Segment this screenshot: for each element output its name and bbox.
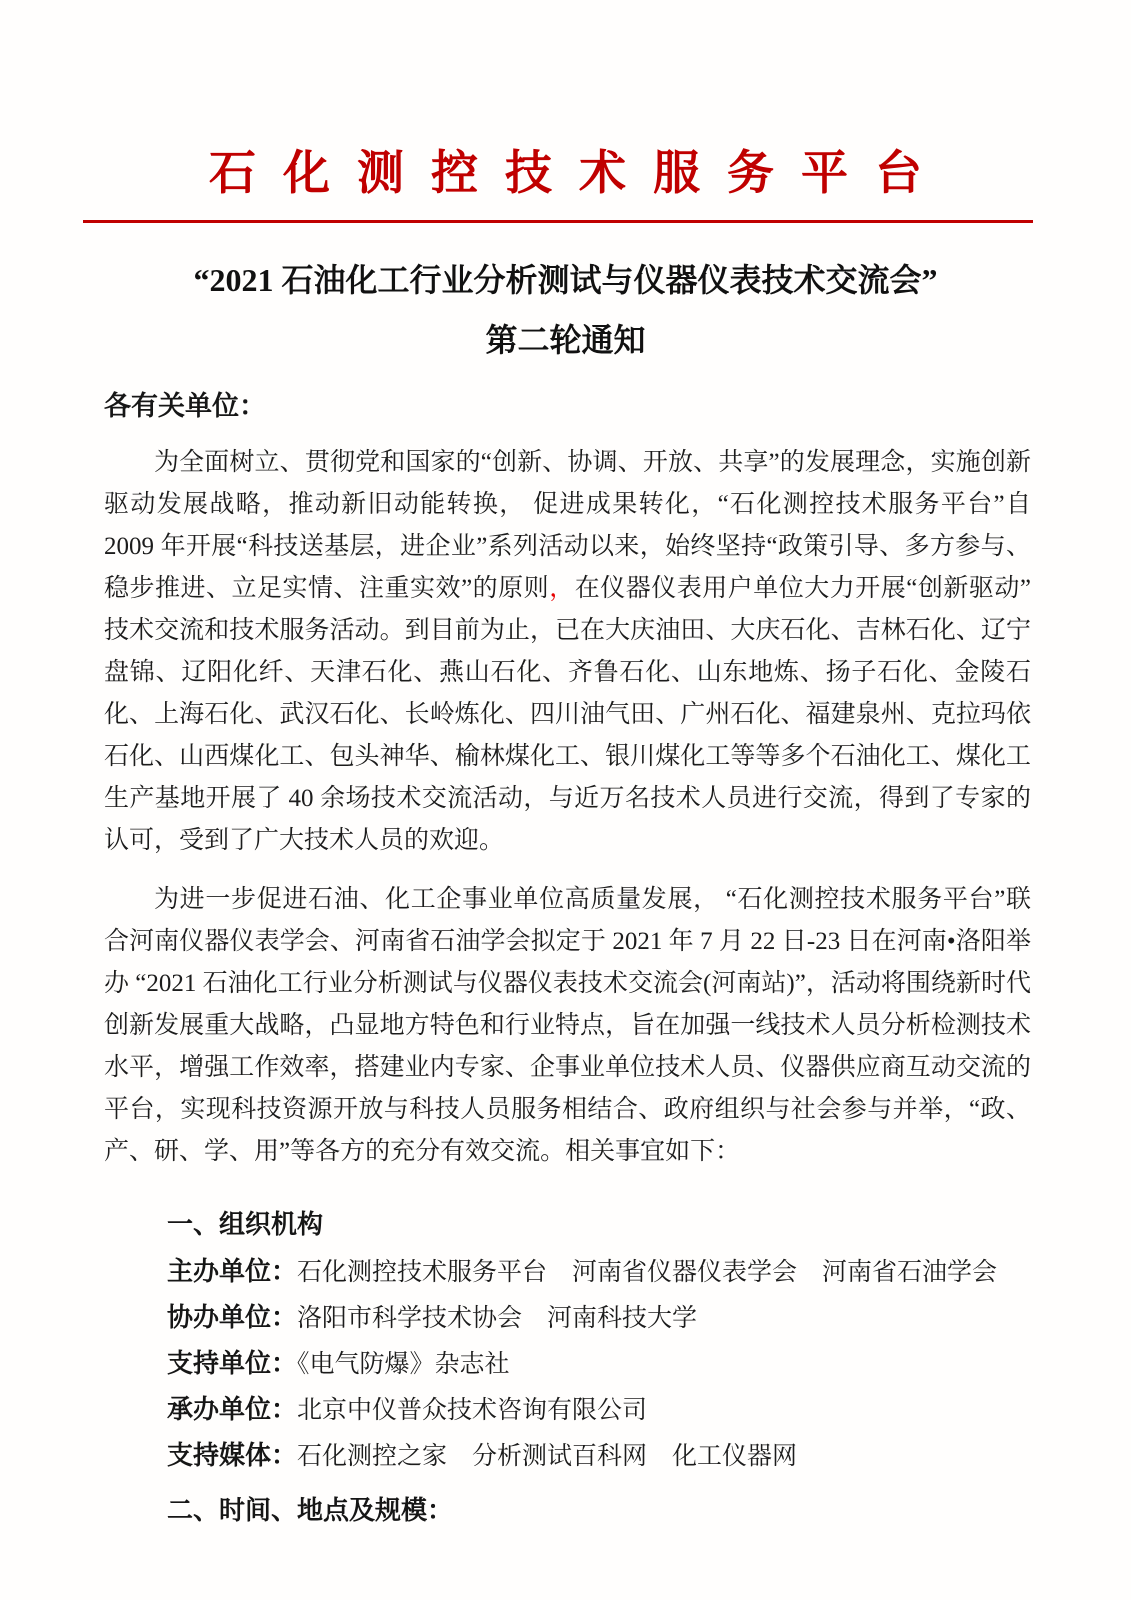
undertaking-unit-label: 承办单位：	[167, 1394, 298, 1425]
paragraph-1-red-comma: ，	[549, 575, 575, 603]
organization-section	[104, 1209, 1031, 1525]
list-item-host	[167, 1249, 1031, 1295]
paragraph-1-text-b: 在仪器仪表用户单位大力开展“创新驱动”技术交流和技术服务活动。到目前为止，已在大庆油田、大庆石化、吉林石化、辽宁盘锦、辽阳化纤、天津石化、燕山石化、齐鲁石化、山东地炼、扬子石化、金陵石化、上海石化、武汉石化、长岭炼化、四川油气田、广州石化、福建泉州、克拉玛依石化、山西煤化工、包头神华、榆林煤化工、银川煤化工等等多个石油化工、煤化工生产基地开展了 40 余场技术交流活动，与近万名技术人员进行交流，得到了专家的认可，受到了广大技术人员的欢迎。	[104, 575, 1031, 855]
undertaking-unit-value: 北京中仪普众技术咨询有限公司	[297, 1397, 648, 1425]
supporting-unit-label: 支持单位：	[167, 1348, 298, 1379]
salutation: 各有关单位：	[104, 391, 266, 422]
section2-heading: 二、时间、地点及规模：	[167, 1495, 454, 1526]
list-item-cohost	[167, 1295, 1031, 1341]
list-item-supporting-unit	[167, 1341, 1031, 1387]
cohost-label: 协办单位：	[167, 1302, 298, 1333]
letterhead-banner-title: 石化测控技术服务平台	[209, 148, 949, 200]
paragraph-1-text-a: 为全面树立、贯彻党和国家的“创新、协调、开放、共享”的发展理念，实施创新驱动发展战略，推动新旧动能转换， 促进成果转化，“石化测控技术服务平台”自 2009 年开展“科技送基层，进企业”系列活动以来，始终坚持“政策引导、多方参与、稳步推进、立足实情、注重实效”的原则	[104, 449, 1031, 603]
supporting-media-label: 支持媒体：	[167, 1440, 298, 1471]
notice-title-line1: “2021 石油化工行业分析测试与仪器仪表技术交流会”	[193, 261, 938, 298]
host-value: 石化测控技术服务平台 河南省仪器仪表学会 河南省石油学会	[297, 1259, 998, 1287]
letterhead-rule	[83, 220, 1033, 223]
notice-title-line2: 第二轮通知	[485, 322, 646, 358]
supporting-media-value: 石化测控之家 分析测试百科网 化工仪器网	[297, 1443, 798, 1471]
section1-heading: 一、组织机构	[167, 1209, 324, 1240]
paragraph-1	[104, 442, 1031, 862]
paragraph-2: 为进一步促进石油、化工企事业单位高质量发展， “石化测控技术服务平台”联合河南仪器仪表学会、河南省石油学会拟定于 2021 年 7 月 22 日-23 日在河南•洛阳举办 “2021 石油化工行业分析测试与仪器仪表技术交流会(河南站)”，活动将围绕新时代创新发展重大战略，凸显地方特色和行业特点，旨在加强一线技术人员分析检测技术水平，增强工作效率，搭建业内专家、企事业单位技术人员、仪器供应商互动交流的平台，实现科技资源开放与科技人员服务相结合、政府组织与社会参与并举，“政、产、研、学、用”等各方的充分有效交流。相关事宜如下：	[104, 886, 1031, 1166]
supporting-unit-value: 《电气防爆》杂志社	[297, 1351, 510, 1379]
organizer-list	[167, 1249, 1031, 1479]
list-item-supporting-media	[167, 1433, 1031, 1479]
list-item-undertaking-unit	[167, 1387, 1031, 1433]
cohost-value: 洛阳市科学技术协会 河南科技大学	[297, 1305, 698, 1333]
host-label: 主办单位：	[167, 1256, 298, 1287]
document-body	[104, 391, 1031, 1525]
